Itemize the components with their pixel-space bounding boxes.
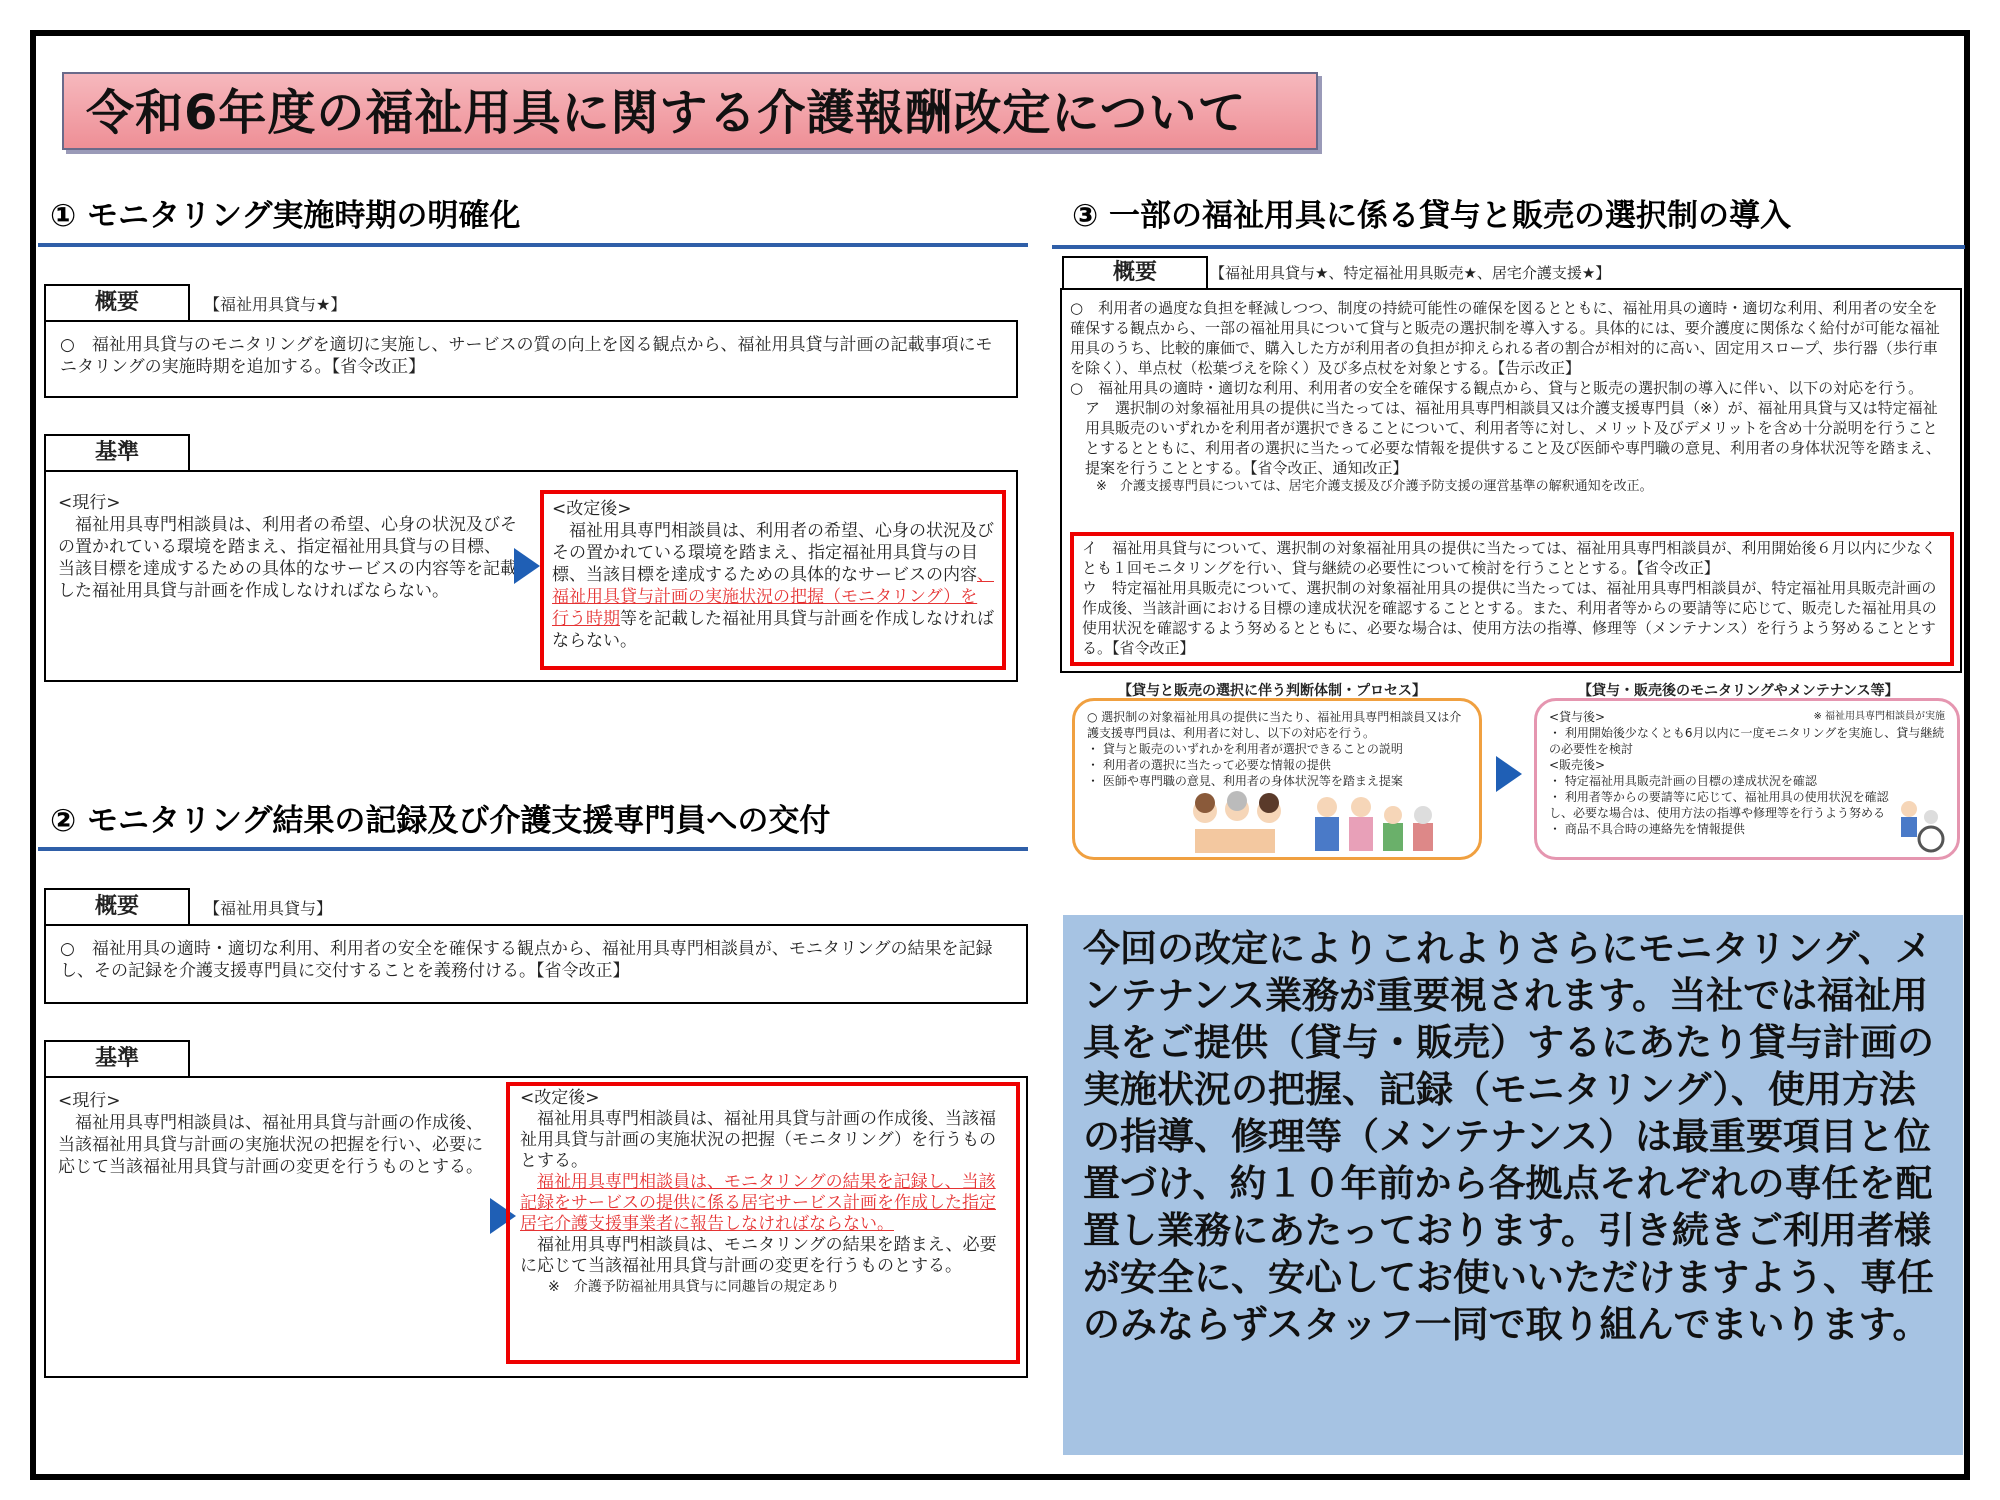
company-message-box <box>1063 915 1963 1455</box>
section1-revised-before: 福祉用具専門相談員は、利用者の希望、心身の状況及びその置かれている環境を踏まえ、指定福祉用具貸与の目標、当該目標を達成するための具体的なサービスの内容 <box>552 521 994 585</box>
section3-rental-item: ・ 利用開始後少なくとも6月以内に一度モニタリングを実施し、貸与継続の必要性を検討 <box>1549 726 1945 756</box>
section3-para2: ○ 福祉用具の適時・適切な利用、利用者の安全を確保する観点から、貸与と販売の選択制の導入に伴い、以下の対応を行う。 <box>1070 379 1924 397</box>
section1-overview-text: ○ 福祉用具貸与のモニタリングを適切に実施し、サービスの質の向上を図る観点から、福祉用具貸与計画の記載事項にモニタリングの実施時期を追加する。【省令改正】 <box>60 335 993 377</box>
section3-item-u: ウ 特定福祉用具販売について、選択制の対象福祉用具の提供に当たっては、福祉用具専門相談員が、特定福祉用具販売計画の作成後、当該計画における目標の達成状況を確認することとする。また、利用者等からの要請等に応じて、販売した福祉用具の使用状況を確認するよう努めるとともに、必要な場合は、使用方法の指導、修理等（メンテナンス）を行うよう努めることとする。【省令改正】 <box>1082 579 1937 657</box>
section2-overview-box <box>44 924 1028 1004</box>
section3-panel-arrow <box>1496 756 1522 792</box>
section1-rule <box>38 243 1028 247</box>
section3-sale-item-3: ・ 商品不具合時の連絡先を情報提供 <box>1549 822 1745 836</box>
section2-revised-box <box>506 1082 1020 1364</box>
section1-overview-tab: 概要 <box>44 284 190 320</box>
section2-rule <box>38 847 1028 851</box>
section3-sale-item-2: ・ 利用者等からの要請等に応じて、福祉用具の使用状況を確認し、必要な場合は、使用方法の指導や修理等を行うよう努める <box>1549 790 1889 820</box>
section3-overview-tab: 概要 <box>1062 256 1208 288</box>
section2-current-label: <現行> <box>58 1091 121 1111</box>
section3-para1: ○ 利用者の過度な負担を軽減しつつ、制度の持続可能性の確保を図るとともに、福祉用具の適時・適切な利用、利用者の安全を確保する観点から、一部の福祉用具について貸与と販売の選択制を導入する。具体的には、要介護度に関係なく給付が可能な福祉用具のうち、比較的廉価で、購入した方が利用者の負担が抑えられる者の割合が相対的に高い、固定用スロープ、歩行器（歩行車を除く）、単点杖（松葉づえを除く）及び多点杖を対象とする。【告示改正】 <box>1070 299 1940 377</box>
section2-revised-highlight: 福祉用具専門相談員は、モニタリングの結果を記録し、当該記録をサービスの提供に係る居宅サービス計画を作成した指定居宅介護支援事業者に報告しなければならない。 <box>520 1172 996 1234</box>
company-message-text: 今回の改定によりこれよりさらにモニタリング、メンテナンス業務が重要視されます。当社では福祉用具をご提供（貸与・販売）するにあたり貸与計画の実施状況の把握、記録（モニタリング）、使用方法の指導、修理等（メンテナンス）は最重要項目と位置づけ、約１０年前から各拠点それぞれの専任を配置し業務にあたっております。引き続きご利用者様が安全に、安心してお使いいただけますよう、専任のみならずスタッフ一同で取り組んでまいります。 <box>1083 927 1934 1346</box>
section1-current-label: <現行> <box>58 493 121 513</box>
section3-sale-label: <販売後> <box>1549 758 1606 772</box>
section3-sale-item-1: ・ 特定福祉用具販売計画の目標の達成状況を確認 <box>1549 774 1817 788</box>
section1-arrow <box>514 548 540 584</box>
section2-standard-tab: 基準 <box>44 1040 190 1076</box>
section1-overview-tag: 【福祉用具貸与★】 <box>204 295 347 314</box>
section2-overview-tag: 【福祉用具貸与】 <box>204 899 333 918</box>
section3-note: ※ 介護支援専門員については、居宅介護支援及び介護予防支援の運営基準の解釈通知を改正。 <box>1096 479 1653 494</box>
section3-left-panel-title: 【貸与と販売の選択に伴う判断体制・プロセス】 <box>1118 683 1426 699</box>
section3-rule <box>1052 245 1965 249</box>
section3-right-panel-title: 【貸与・販売後のモニタリングやメンテナンス等】 <box>1578 683 1899 699</box>
section2-revised-p3: 福祉用具専門相談員は、モニタリングの結果を踏まえ、必要に応じて当該福祉用具貸与計画の変更を行うものとする。 <box>520 1235 997 1276</box>
section1-revised-label: <改定後> <box>552 499 632 519</box>
section3-overview-box <box>1060 288 1962 673</box>
section1-overview-box <box>44 320 1018 398</box>
consultation-illustration <box>1165 789 1445 857</box>
section3-item-i: イ 福祉用具貸与について、選択制の対象福祉用具の提供に当たっては、福祉用具専門相談員が、利用開始後６月以内に少なくとも１回モニタリングを行い、貸与継続の必要性について検討を行うこととする。【省令改正】 <box>1082 539 1937 577</box>
section2-overview-text: ○ 福祉用具の適時・適切な利用、利用者の安全を確保する観点から、福祉用具専門相談員が、モニタリングの結果を記録し、その記録を介護支援専門員に交付することを義務付ける。【省令改正】 <box>60 939 993 981</box>
page-title: 令和6年度の福祉用具に関する介護報酬改定について <box>62 72 1318 150</box>
section3-heading: ③ 一部の福祉用具に係る貸与と販売の選択制の導入 <box>1072 198 1792 234</box>
section2-revised-p1: 福祉用具専門相談員は、福祉用具貸与計画の作成後、当該福祉用具貸与計画の実施状況の把握（モニタリング）を行うものとする。 <box>520 1109 997 1171</box>
section3-overview-tag: 【福祉用具貸与★、特定福祉用具販売★、居宅介護支援★】 <box>1210 264 1611 282</box>
section1-heading: ① モニタリング実施時期の明確化 <box>50 198 521 234</box>
section3-left-bullet-3: ・ 医師や専門職の意見、利用者の身体状況等を踏まえ提案 <box>1087 774 1403 788</box>
section2-current-text: 福祉用具専門相談員は、福祉用具貸与計画の作成後、当該福祉用具貸与計画の実施状況の把握を行い、必要に応じて当該福祉用具貸与計画の変更を行うものとする。 <box>58 1113 483 1177</box>
section2-revised-note: ※ 介護予防福祉用具貸与に同趣旨の規定あり <box>548 1279 840 1295</box>
section3-highlight-box <box>1070 532 1954 666</box>
section1-current-text: 福祉用具専門相談員は、利用者の希望、心身の状況及びその置かれている環境を踏まえ、指定福祉用具貸与の目標、当該目標を達成するための具体的なサービスの内容等を記載した福祉用具貸与計画を作成しなければならない。 <box>58 515 517 601</box>
wheelchair-illustration <box>1891 797 1947 853</box>
section2-revised-label: <改定後> <box>520 1088 600 1108</box>
section1-revised-box <box>540 490 1006 670</box>
section2-heading: ② モニタリング結果の記録及び介護支援専門員への交付 <box>50 803 831 839</box>
section3-rental-note: ※ 福祉用具専門相談員が実施 <box>1813 711 1945 722</box>
section1-standard-box <box>44 470 1018 682</box>
section3-rental-label: <貸与後> <box>1549 710 1606 724</box>
section3-left-panel <box>1072 698 1482 860</box>
section3-right-panel <box>1534 698 1960 860</box>
section2-standard-box <box>44 1076 1028 1378</box>
section3-left-bullet-2: ・ 利用者の選択に当たって必要な情報の提供 <box>1087 758 1331 772</box>
section3-left-panel-lead: ○ 選択制の対象福祉用具の提供に当たり、福祉用具専門相談員又は介護支援専門員は、利用者に対し、以下の対応を行う。 <box>1087 710 1462 740</box>
section2-overview-tab: 概要 <box>44 888 190 924</box>
section1-revised-after: 等を記載した福祉用具貸与計画を作成しなければならない。 <box>552 609 994 651</box>
section3-item-a: ア 選択制の対象福祉用具の提供に当たっては、福祉用具専門相談員又は介護支援専門員（※）が、福祉用具貸与又は特定福祉用具販売のいずれかを利用者が選択できることについて、利用者等に対し、メリット及びデメリットを含め十分説明を行うこととするとともに、利用者の選択に当たって必要な情報を提供すること及び医師や専門職の意見、利用者の身体状況等を踏まえ、提案を行うこととする。【省令改正、通知改正】 <box>1085 399 1941 477</box>
section1-revised-highlight: 、福祉用具貸与計画の実施状況の把握（モニタリング）を行う時期 <box>552 565 994 629</box>
section1-standard-tab: 基準 <box>44 434 190 470</box>
section3-left-bullet-1: ・ 貸与と販売のいずれかを利用者が選択できることの説明 <box>1087 742 1403 756</box>
